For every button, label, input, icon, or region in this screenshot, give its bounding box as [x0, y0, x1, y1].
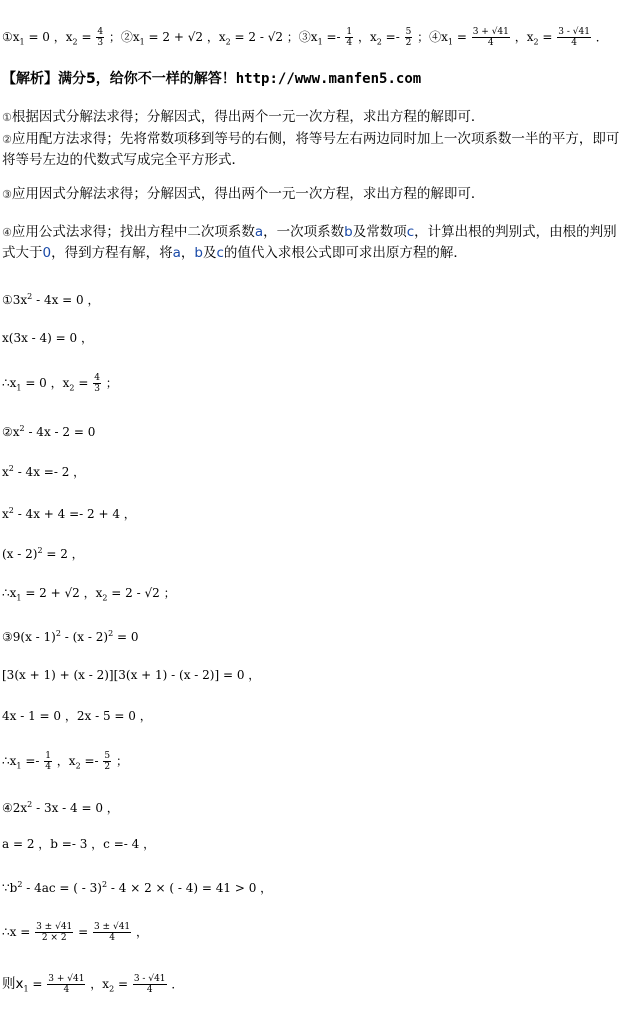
step-line — [2, 751, 128, 774]
step-text: ∴x = — [2, 925, 35, 939]
answer-text: ，x — [510, 30, 534, 44]
fraction — [44, 751, 52, 772]
superscript: 2 — [19, 424, 25, 433]
step-text: x — [2, 507, 9, 521]
step-text: ∴x — [2, 754, 17, 768]
fraction-numerator: 1 — [346, 27, 353, 37]
step-line — [2, 503, 136, 522]
answer-text: = — [453, 30, 471, 44]
fraction — [405, 27, 413, 48]
step-text: a = 2 ，b =- 3 ，c =- 4 ， — [2, 837, 156, 851]
variable-b: b — [344, 224, 353, 240]
variable-b: b — [194, 245, 203, 261]
circled-number: ③ — [2, 188, 12, 201]
step-text: ∵b — [2, 881, 18, 895]
step-text: ∴x — [2, 376, 17, 390]
subscript: 2 — [75, 761, 81, 771]
header-label: 【解析】满分5，给你不一样的解答！ — [2, 71, 236, 87]
subscript: 1 — [317, 37, 323, 47]
step-text: = — [28, 977, 47, 991]
step-text: - (x - 2) — [60, 630, 109, 644]
step-text: ①3x — [2, 293, 28, 307]
fraction — [133, 974, 167, 995]
subscript: 2 — [102, 593, 108, 603]
fraction-denominator: 3 — [97, 38, 104, 48]
analysis-text: ，计算出根的判别式，由根的判别式大于 — [2, 224, 617, 261]
step-line — [2, 974, 183, 997]
step-text: - 4ac = ( - 3) — [22, 881, 102, 895]
fraction — [47, 974, 85, 995]
analysis-text: 的值代入求根公式即可求出原方程的解． — [223, 245, 467, 261]
fraction-denominator: 4 — [146, 985, 153, 995]
subscript: 1 — [139, 37, 145, 47]
superscript: 2 — [8, 464, 14, 473]
variable-c: c — [406, 224, 415, 240]
step-line — [2, 543, 84, 562]
fraction-denominator: 2 × 2 — [41, 933, 67, 943]
subscript: 2 — [109, 984, 115, 994]
answer-text: = 2 + √2 ，x — [144, 30, 226, 44]
analysis-item-4 — [2, 222, 624, 263]
step-line — [2, 797, 119, 816]
step-text: =- — [80, 754, 103, 768]
step-text: =- — [21, 754, 44, 768]
fraction — [96, 27, 104, 48]
fraction-denominator: 4 — [346, 38, 353, 48]
step-text: = 0 ，x — [21, 376, 70, 390]
fraction — [472, 27, 510, 48]
answer-text: ；②x — [105, 30, 140, 44]
step-line — [2, 421, 95, 440]
circled-number: ② — [2, 133, 12, 146]
step-text: = 2 + √2 ，x — [21, 586, 103, 600]
superscript: 2 — [108, 629, 114, 638]
step-line — [2, 461, 85, 480]
step-text: x(3x - 4) = 0 ， — [2, 331, 93, 345]
step-text: ， — [132, 925, 148, 939]
superscript: 2 — [101, 880, 108, 889]
step-text: - 3x - 4 = 0 ， — [32, 801, 119, 815]
step-line — [2, 877, 272, 896]
step-text: - 4x - 2 = 0 — [24, 425, 96, 439]
step-text: ； — [112, 754, 128, 768]
variable-a: a — [254, 224, 264, 240]
fraction-numerator: 1 — [45, 751, 51, 761]
fraction-denominator: 4 — [63, 985, 70, 995]
answer-text: =- — [322, 30, 345, 44]
fraction-numerator: 3 - √41 — [558, 27, 590, 37]
analysis-text: ，得到方程有解，将 — [51, 245, 173, 261]
analysis-text: 根据因式分解法求得；分解因式，得出两个一元一次方程，求出方程的解即可． — [11, 109, 485, 125]
analysis-text: ，一次项系数 — [263, 224, 345, 240]
circled-number: ④ — [2, 226, 12, 239]
fraction-denominator: 4 — [571, 38, 577, 48]
analysis-text: 应用配方法求得；先将常数项移到等号的右侧，将等号左右两边同时加上一次项系数一半的平方，即可将等号左边的代数式写成完全平方形式． — [2, 131, 620, 168]
fraction-denominator: 3 — [94, 384, 100, 394]
fraction — [345, 27, 353, 48]
answer-text: = — [77, 30, 96, 44]
fraction — [93, 922, 131, 943]
step-text: [3(x + 1) + (x - 2)][3(x + 1) - (x - 2)] = 0 ， — [2, 668, 261, 682]
analysis-text: 及 — [202, 245, 217, 261]
subscript: 2 — [376, 37, 382, 47]
answer-text: =- — [381, 30, 404, 44]
step-text: ②x — [2, 425, 20, 439]
answer-text: ；④x — [413, 30, 448, 44]
step-text: ∴x — [2, 586, 17, 600]
step-text: x — [2, 465, 9, 479]
step-line — [2, 585, 176, 606]
subscript: 1 — [447, 37, 454, 47]
step-text: - 4x =- 2 ， — [13, 465, 86, 479]
step-text: (x - 2) — [2, 547, 38, 561]
step-line — [2, 708, 152, 724]
fraction-denominator: 4 — [45, 762, 51, 772]
answer-line — [2, 27, 608, 50]
fraction-numerator: 3 + √41 — [472, 27, 509, 37]
number-zero: 0 — [42, 245, 52, 261]
analysis-header — [2, 71, 421, 87]
fraction-numerator: 3 - √41 — [133, 974, 166, 984]
answer-text: = 0 ，x — [24, 30, 73, 44]
step-text: ，x — [86, 977, 110, 991]
fraction — [93, 373, 101, 394]
step-line — [2, 836, 155, 852]
analysis-text: 及常数项 — [352, 224, 407, 240]
answer-text: ． — [591, 30, 608, 44]
fraction-numerator: 4 — [94, 373, 100, 383]
step-text: = — [114, 977, 132, 991]
fraction-denominator: 2 — [405, 38, 412, 48]
fraction-denominator: 4 — [109, 933, 115, 943]
step-line — [2, 289, 100, 308]
step-text: = 0 — [113, 630, 139, 644]
subscript: 1 — [19, 37, 25, 47]
superscript: 2 — [27, 800, 33, 809]
step-text: = — [74, 925, 92, 939]
step-text: 则x — [2, 976, 24, 992]
fraction-denominator: 4 — [487, 38, 494, 48]
fraction-denominator: 2 — [104, 762, 111, 772]
answer-text: = 2 - √2 ；③x — [230, 30, 318, 44]
fraction — [103, 751, 111, 772]
analysis-text: 应用公式法求得；找出方程中二次项系数 — [11, 224, 255, 240]
subscript: 1 — [16, 761, 22, 771]
fraction — [35, 922, 73, 943]
step-line — [2, 330, 93, 346]
variable-c: c — [216, 245, 224, 261]
fraction-numerator: 3 + √41 — [48, 974, 85, 984]
step-text: ④2x — [2, 801, 28, 815]
subscript: 1 — [23, 984, 29, 994]
fraction-numerator: 5 — [405, 27, 412, 37]
answer-text: ，x — [354, 30, 377, 44]
step-line — [2, 373, 118, 396]
superscript: 2 — [55, 629, 61, 638]
step-text: ． — [167, 977, 184, 991]
analysis-item-1 — [2, 107, 624, 128]
step-text: ，x — [52, 754, 76, 768]
analysis-item-2 — [2, 129, 624, 170]
analysis-item-3 — [2, 184, 624, 205]
fraction-numerator: 3 ± √41 — [36, 922, 73, 932]
answer-text: = — [538, 30, 557, 44]
subscript: 2 — [69, 383, 75, 393]
fraction-numerator: 3 ± √41 — [93, 922, 131, 932]
superscript: 2 — [37, 546, 43, 555]
step-text: - 4x = 0 ， — [32, 293, 100, 307]
subscript: 2 — [533, 37, 539, 47]
step-line — [2, 626, 139, 645]
header-url: http://www.manfen5.com — [235, 71, 422, 87]
fraction — [557, 27, 591, 48]
step-text: ③9(x - 1) — [2, 630, 56, 644]
step-text: 4x - 1 = 0 ，2x - 5 = 0 ， — [2, 709, 152, 723]
subscript: 1 — [16, 593, 22, 603]
step-text: - 4 × 2 × ( - 4) = 41 > 0 ， — [107, 881, 273, 895]
step-text: = 2 ， — [42, 547, 84, 561]
fraction-numerator: 4 — [97, 27, 104, 37]
answer-text: ①x — [2, 30, 20, 44]
circled-number: ① — [2, 111, 12, 124]
step-text: = 2 - √2 ； — [107, 586, 176, 600]
analysis-text: ， — [180, 245, 195, 261]
step-text: = — [74, 376, 93, 390]
step-line — [2, 922, 148, 943]
fraction-numerator: 5 — [104, 751, 111, 761]
subscript: 2 — [72, 37, 78, 47]
variable-a: a — [172, 245, 181, 261]
superscript: 2 — [27, 292, 33, 301]
analysis-text: 应用因式分解法求得；分解因式，得出两个一元一次方程，求出方程的解即可． — [11, 186, 485, 202]
step-text: - 4x + 4 =- 2 + 4 ， — [13, 507, 136, 521]
step-text: ； — [101, 376, 118, 390]
subscript: 2 — [225, 37, 231, 47]
superscript: 2 — [8, 506, 14, 515]
step-line — [2, 667, 260, 683]
subscript: 1 — [16, 383, 22, 393]
superscript: 2 — [17, 880, 23, 889]
